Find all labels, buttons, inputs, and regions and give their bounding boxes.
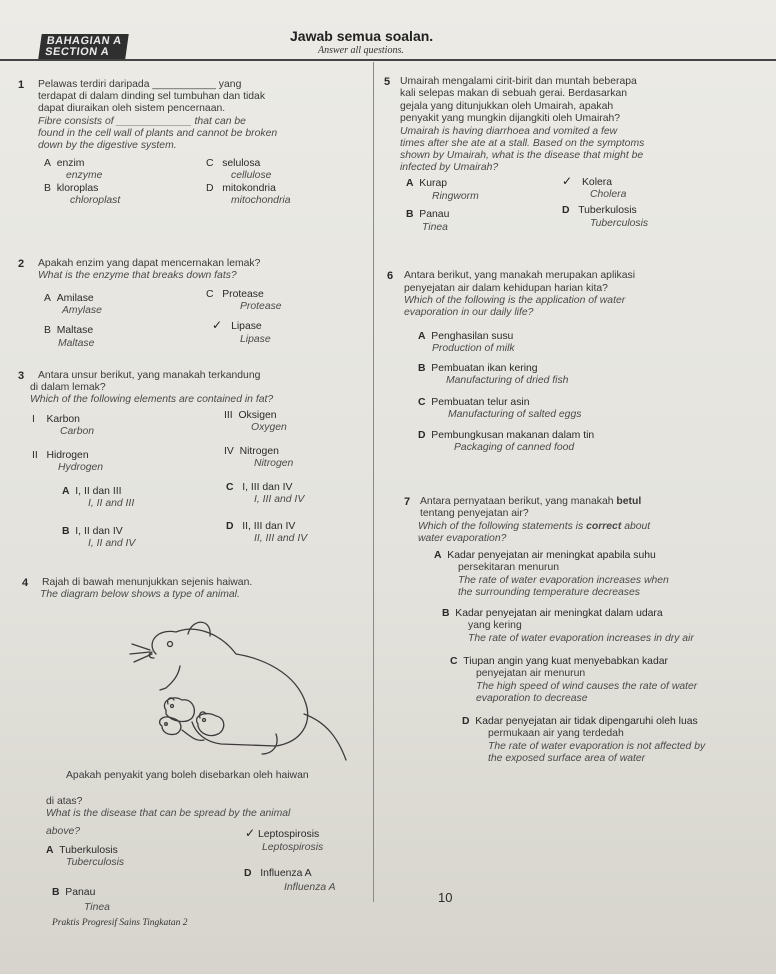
option-b[interactable]: [62, 526, 123, 538]
rat-tail: [304, 714, 346, 760]
option-a-english: enzyme: [66, 170, 103, 181]
baby-rat: [164, 698, 194, 722]
question-text-english: What is the disease that can be spread by the animal: [46, 808, 291, 819]
option-malay: Kurap: [419, 178, 448, 189]
instruction-title: Jawab semua soalan.: [290, 28, 434, 44]
option-c[interactable]: [418, 397, 530, 409]
option-malay: I, II dan III: [75, 486, 122, 497]
option-letter: D: [418, 430, 426, 441]
question-text-english: Fibre consists of _____________ that can be: [38, 116, 246, 127]
instruction-subtitle: Answer all questions.: [318, 45, 404, 56]
option-a-malay-cont: persekitaran menurun: [458, 562, 560, 573]
option-c[interactable]: [582, 177, 612, 189]
question-text-malay: [420, 496, 641, 508]
question-text-malay: Apakah penyakit yang boleh disebarkan oleh haiwan: [66, 770, 309, 781]
statement-malay: Nitrogen: [239, 446, 279, 457]
option-c-english: I, III and IV: [254, 494, 305, 505]
option-d[interactable]: [212, 321, 262, 333]
option-a[interactable]: [62, 486, 122, 498]
question-text-english: shown by Umairah, what is the disease that might be: [400, 150, 644, 161]
option-malay: enzim: [56, 158, 85, 169]
question-text-malay: di atas?: [46, 796, 83, 807]
question-text-malay: kali selepas makan di sebuah gerai. Berdasarkan: [400, 88, 627, 99]
option-b-english: Manufacturing of dried fish: [446, 375, 569, 386]
option-letter: B: [442, 608, 450, 619]
question-text-english: down by the digestive system.: [38, 140, 177, 151]
option-malay: Panau: [419, 209, 450, 220]
option-d[interactable]: [226, 521, 295, 533]
option-b[interactable]: [418, 363, 538, 375]
option-c-english: Leptospirosis: [262, 842, 324, 853]
option-a-english: Amylase: [62, 305, 102, 316]
option-a-english: Tuberculosis: [66, 857, 125, 868]
option-a-english: Ringworm: [432, 191, 479, 202]
option-c-english: The high speed of wind causes the rate of water: [476, 681, 698, 692]
question-text-malay: penyakit yang mungkin dijangkiti oleh Umairah?: [400, 113, 621, 124]
option-letter: A: [44, 293, 51, 304]
question-text-english: Umairah is having diarrhoea and vomited a few: [400, 126, 618, 137]
option-malay: Pembuatan telur asin: [431, 397, 530, 408]
option-malay: Lipase: [231, 321, 262, 332]
option-c[interactable]: [226, 482, 292, 494]
option-letter: C: [450, 656, 458, 667]
option-malay: Kadar penyejatan air meningkat apabila suhu: [447, 550, 656, 561]
option-d[interactable]: [206, 183, 276, 195]
option-letter: C: [418, 397, 426, 408]
option-malay: Tuberkulosis: [59, 845, 118, 856]
option-c-english: evaporation to decrease: [476, 693, 588, 704]
question-text-malay: di dalam lemak?: [30, 382, 106, 393]
option-letter: A: [44, 158, 51, 169]
option-letter: D: [244, 868, 252, 879]
option-c[interactable]: [450, 656, 668, 668]
option-letter: A: [418, 331, 426, 342]
option-c-malay-cont: penyejatan air menurun: [476, 668, 586, 679]
option-c-english: cellulose: [231, 170, 272, 181]
question-text-english-part: about: [624, 521, 651, 532]
option-malay: Pembungkusan makanan dalam tin: [431, 430, 595, 441]
section-badge-english: SECTION A: [44, 46, 111, 58]
question-text-malay: Antara unsur berikut, yang manakah terkandung: [38, 370, 261, 381]
question-text-malay: Rajah di bawah menunjukkan sejenis haiwan.: [42, 577, 253, 588]
question-number: 6: [387, 270, 394, 282]
option-b-english: Maltase: [58, 338, 95, 349]
option-b[interactable]: [442, 608, 663, 620]
statement-numeral: II: [32, 450, 38, 461]
question-text-english: evaporation in our daily life?: [404, 307, 534, 318]
question-text-malay: tentang penyejatan air?: [420, 508, 529, 519]
question-text-english: water evaporation?: [418, 533, 507, 544]
option-b-english: Tinea: [84, 902, 110, 913]
section-badge: [38, 34, 128, 59]
option-d-english: The rate of water evaporation is not affected by: [488, 741, 706, 752]
statement-i-english: Carbon: [60, 426, 95, 437]
question-number: 7: [404, 496, 411, 508]
question-text-malay: penyejatan air dalam kehidupan harian kita?: [404, 283, 608, 294]
option-malay: Kolera: [582, 177, 613, 188]
option-letter: D: [206, 183, 214, 194]
option-letter: A: [46, 845, 54, 856]
statement-numeral: IV: [224, 446, 234, 457]
option-malay: Leptospirosis: [258, 829, 320, 840]
option-a[interactable]: [44, 293, 94, 305]
option-letter: B: [44, 325, 51, 336]
question-text-english: The diagram below shows a type of animal.: [40, 589, 240, 600]
section-badge-malay: BAHAGIAN A: [45, 35, 123, 47]
statement-malay: Karbon: [46, 414, 80, 425]
tick-mark-icon: ✓: [562, 174, 573, 188]
option-a[interactable]: [418, 331, 513, 343]
option-b[interactable]: [44, 183, 98, 195]
option-letter: D: [562, 205, 570, 216]
statement-iii: [224, 410, 277, 422]
option-letter: B: [62, 526, 70, 537]
option-letter: C: [206, 158, 214, 169]
option-malay: mitokondria: [222, 183, 276, 194]
option-malay: kloroplas: [56, 183, 99, 194]
option-b-english: The rate of water evaporation increases in dry air: [468, 633, 694, 644]
option-a-english: The rate of water evaporation increases when: [458, 575, 669, 586]
question-text-malay: Pelawas terdiri daripada ___________ yang: [38, 79, 242, 90]
option-malay: Maltase: [56, 325, 94, 336]
tick-mark-icon: ✓: [212, 318, 223, 332]
question-text-english: Which of the following elements are contained in fat?: [30, 394, 274, 405]
option-c-english: Cholera: [590, 189, 627, 200]
question-text-english-part: Which of the following statements is: [418, 521, 584, 532]
rat-front-leg: [160, 666, 180, 690]
question-text-english: above?: [46, 826, 81, 837]
option-letter: B: [52, 887, 60, 898]
option-letter: B: [406, 209, 414, 220]
question-number: 4: [22, 577, 29, 589]
option-d[interactable]: [562, 205, 637, 217]
rat-whiskers: [130, 644, 152, 662]
option-a[interactable]: [434, 550, 656, 562]
option-malay: Penghasilan susu: [431, 331, 514, 342]
tick-mark-icon: ✓: [245, 826, 256, 840]
option-letter: A: [62, 486, 70, 497]
baby-rat: [160, 717, 181, 735]
question-number: 3: [18, 370, 25, 382]
mouse-diagram: [126, 614, 356, 764]
statement-malay: Oksigen: [238, 410, 277, 421]
question-text-english: times after she ate at a stall. Based on the symptoms: [400, 138, 645, 149]
option-d[interactable]: [244, 868, 312, 880]
option-c-english: Manufacturing of salted eggs: [448, 409, 582, 420]
option-letter: A: [434, 550, 442, 561]
option-b[interactable]: [44, 325, 93, 337]
option-d-english: the exposed surface area of water: [488, 753, 646, 764]
option-malay: II, III dan IV: [242, 521, 296, 532]
option-malay: Tuberkulosis: [578, 205, 637, 216]
option-letter: C: [206, 289, 214, 300]
option-malay: Pembuatan ikan kering: [431, 363, 538, 374]
column-divider: [373, 62, 374, 902]
option-letter: B: [44, 183, 51, 194]
option-malay: Amilase: [56, 293, 94, 304]
option-malay: Influenza A: [260, 868, 312, 879]
statement-ii: [32, 450, 89, 462]
option-a-english: the surrounding temperature decreases: [458, 587, 640, 598]
question-text-english: infected by Umairah?: [400, 162, 499, 173]
page-number: 10: [438, 890, 453, 905]
option-letter: C: [226, 482, 234, 493]
rat-hind-leg: [262, 734, 277, 754]
statement-ii-english: Hydrogen: [58, 462, 104, 473]
option-malay: Protease: [222, 289, 264, 300]
question-text-english: [418, 521, 650, 533]
question-text-english: What is the enzyme that breaks down fats?: [38, 270, 237, 281]
baby-rat: [197, 714, 224, 736]
option-d[interactable]: [462, 716, 698, 728]
option-d-english: II, III and IV: [254, 533, 308, 544]
option-a[interactable]: [46, 845, 118, 857]
statement-i: [32, 414, 80, 426]
question-text-english: Which of the following is the application of water: [404, 295, 626, 306]
option-b[interactable]: [52, 887, 95, 899]
rat-eye: [168, 642, 173, 647]
option-d-english: Tuberculosis: [590, 218, 649, 229]
option-a-english: Production of milk: [432, 343, 515, 354]
question-text-malay-part: Antara pernyataan berikut, yang manakah: [420, 496, 614, 507]
question-number: 2: [18, 258, 25, 270]
option-b-english: I, II and IV: [88, 538, 136, 549]
option-malay: Kadar penyejatan air tidak dipengaruhi oleh luas: [475, 716, 698, 727]
question-text-malay: terdapat di dalam dinding sel tumbuhan dan tidak: [38, 91, 266, 102]
option-a[interactable]: [406, 178, 447, 190]
option-b-english: Tinea: [422, 222, 448, 233]
option-c-english: Protease: [240, 301, 282, 312]
option-letter: A: [406, 178, 414, 189]
question-text-malay: Umairah mengalami cirit-birit dan muntah beberapa: [400, 76, 637, 87]
question-text-english: found in the cell wall of plants and cannot be broken: [38, 128, 278, 139]
option-d-english: Packaging of canned food: [454, 442, 575, 453]
option-letter: D: [462, 716, 470, 727]
question-text-malay: Apakah enzim yang dapat mencernakan lemak?: [38, 258, 261, 269]
option-c[interactable]: [206, 289, 264, 301]
option-c[interactable]: [206, 158, 260, 170]
statement-iv-english: Nitrogen: [254, 458, 294, 469]
option-letter: B: [418, 363, 426, 374]
question-text-malay: dapat diuraikan oleh sistem pencernaan.: [38, 103, 226, 114]
option-d-malay-cont: permukaan air yang terdedah: [488, 728, 624, 739]
book-footer: Praktis Progresif Sains Tingkatan 2: [52, 918, 188, 928]
statement-iv: [224, 446, 279, 458]
question-number: 5: [384, 76, 391, 88]
question-text-malay: Antara berikut, yang manakah merupakan aplikasi: [404, 270, 636, 281]
option-d-english: Lipase: [240, 334, 271, 345]
question-text-malay: gejala yang ditunjukkan oleh Umairah, apakah: [400, 101, 614, 112]
option-b[interactable]: [406, 209, 449, 221]
option-a[interactable]: [44, 158, 84, 170]
option-b-english: chloroplast: [70, 195, 121, 206]
option-malay: Kadar penyejatan air meningkat dalam udara: [455, 608, 663, 619]
emphasis-correct-english: correct: [586, 521, 622, 532]
option-c[interactable]: [258, 829, 319, 841]
option-a-english: I, II and III: [88, 498, 135, 509]
rat-body: [152, 629, 308, 746]
option-malay: selulosa: [222, 158, 261, 169]
option-letter: D: [226, 521, 234, 532]
statement-iii-english: Oxygen: [251, 422, 287, 433]
option-d-english: mitochondria: [231, 195, 291, 206]
option-d[interactable]: [418, 430, 594, 442]
option-malay: I, III dan IV: [242, 482, 293, 493]
emphasis-correct-malay: betul: [616, 496, 642, 507]
statement-numeral: I: [32, 414, 35, 425]
option-malay: I, II dan IV: [75, 526, 123, 537]
option-d-english: Influenza A: [284, 882, 336, 893]
statement-numeral: III: [224, 410, 233, 421]
question-number: 1: [18, 79, 25, 91]
option-b-malay-cont: yang kering: [468, 620, 522, 631]
option-malay: Tiupan angin yang kuat menyebabkan kadar: [463, 656, 668, 667]
option-malay: Panau: [65, 887, 96, 898]
statement-malay: Hidrogen: [46, 450, 89, 461]
